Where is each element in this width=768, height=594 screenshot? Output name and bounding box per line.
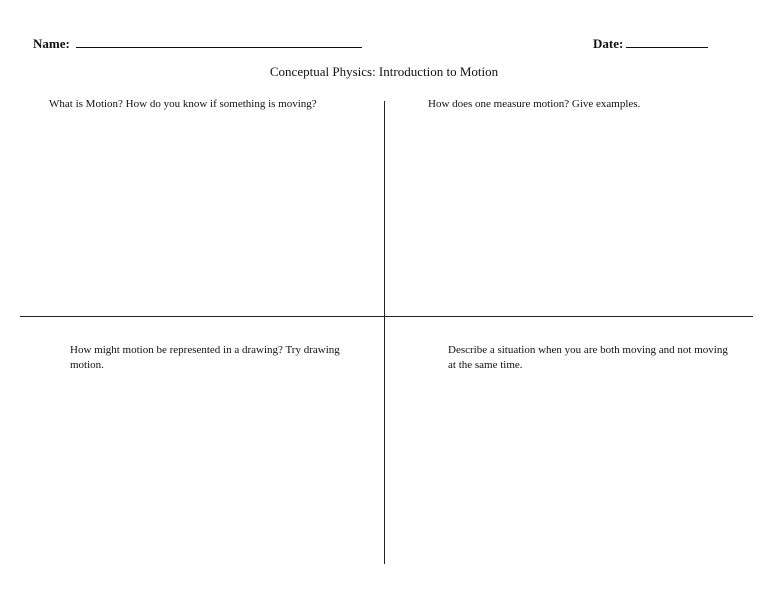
name-blank-line[interactable]: [76, 37, 362, 48]
date-label: Date:: [593, 36, 624, 51]
name-field: [33, 36, 362, 52]
vertical-divider: [384, 101, 385, 564]
prompt-top-left: What is Motion? How do you know if something is moving?: [49, 98, 317, 110]
prompt-top-right: How does one measure motion? Give examples.: [428, 98, 641, 110]
horizontal-divider: [20, 316, 753, 317]
date-blank-line[interactable]: [626, 37, 708, 48]
prompt-bottom-right: Describe a situation when you are both moving and not moving at the same time.: [448, 344, 728, 371]
worksheet-title: Conceptual Physics: Introduction to Motion: [269, 64, 499, 79]
date-field: [593, 36, 708, 52]
name-label: Name:: [33, 36, 70, 51]
prompt-bottom-left: How might motion be represented in a drawing? Try drawing motion.: [70, 344, 340, 371]
